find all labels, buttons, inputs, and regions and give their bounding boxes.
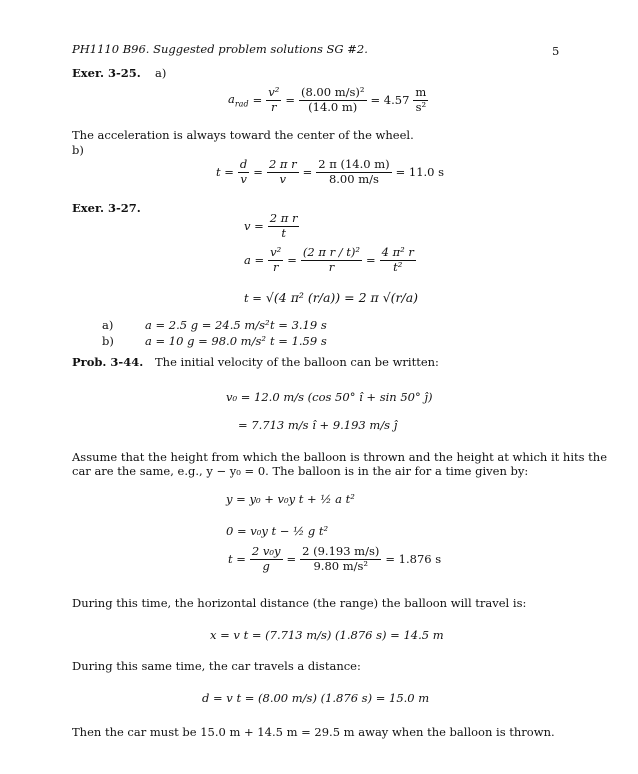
exercise-3-27-heading: Exer. 3-27. xyxy=(72,201,141,215)
problem-3-44-heading: Prob. 3-44. xyxy=(72,355,144,369)
equation-range: x = v t = (7.713 m/s) (1.876 s) = 14.5 m xyxy=(210,628,444,642)
part-b-label: b) xyxy=(72,143,84,157)
row-a-label: a) xyxy=(102,318,114,332)
page-number: 5 xyxy=(552,44,560,58)
part-a-label: a) xyxy=(155,66,167,80)
equation-t-flight: t = $\frac{\text{2 v₀y}}{g}$ = $\frac{2 (9.193 m/s)}{\text{9.80 m/s²}}$ = 1.876 s xyxy=(228,544,442,573)
row-b-acceleration: a = 10 g = 98.0 m/s² xyxy=(145,334,266,348)
equation-a-rad: $a_{rad}$ = $\frac{\text{v²}}{r}$ = $\frac{\text{(8.00 m/s)²}}{(14.0 m)}$ = 4.57 m s² xyxy=(228,85,427,114)
acceleration-statement: The acceleration is always toward the center of the wheel. xyxy=(72,128,414,142)
page-header-title: PH1110 B96. Suggested problem solutions SG #2. xyxy=(72,42,368,56)
equation-v0: v₀ = 12.0 m/s (cos 50° î + sin 50° ĵ) xyxy=(226,390,433,404)
equation-y: y = y₀ + v₀y t + ½ a t² xyxy=(226,492,355,506)
exercise-3-25-heading: Exer. 3-25. xyxy=(72,66,141,80)
problem-intro: The initial velocity of the balloon can be written: xyxy=(155,355,439,369)
row-b-label: b) xyxy=(102,334,114,348)
equation-t-period: t = $\frac{d}{v}$ = $\frac{\text{2 π r}}{v}$ = $\frac{2 \pi (14.0 m)}{8.00 m/s}$ = 11.0 s xyxy=(216,157,445,186)
equation-v-circular: v = $\frac{\text{2 π r}}{t}$ xyxy=(244,211,298,240)
row-b-time: t = 1.59 s xyxy=(270,334,327,348)
equation-zero: 0 = v₀y t − ½ g t² xyxy=(226,524,329,538)
equation-t-from-a: t = √(4 π² (r/a)) = 2 π √(r/a) xyxy=(244,290,419,305)
equation-v0-components: = 7.713 m/s î + 9.193 m/s ĵ xyxy=(238,418,398,432)
assumption-line-1: Assume that the height from which the balloon is thrown and the height at which it hits the xyxy=(72,450,608,464)
row-a-acceleration: a = 2.5 g = 24.5 m/s² xyxy=(145,318,270,332)
range-statement: During this time, the horizontal distance (the range) the balloon will travel is: xyxy=(72,596,527,610)
equation-a-circular: a = $\frac{\text{v²}}{r}$ = $\frac{\text{(2 π r / t)²}}{r}$ = $\frac{\text{4 π² r}}{\text{t²}}$ xyxy=(244,245,414,274)
row-a-time: t = 3.19 s xyxy=(270,318,327,332)
equation-car-distance: d = v t = (8.00 m/s) (1.876 s) = 15.0 m xyxy=(202,691,430,705)
conclusion: Then the car must be 15.0 m + 14.5 m = 29.5 m away when the balloon is thrown. xyxy=(72,725,555,739)
car-distance-statement: During this same time, the car travels a distance: xyxy=(72,659,361,673)
assumption-line-2: car are the same, e.g., y − y₀ = 0. The balloon is in the air for a time given by: xyxy=(72,464,529,478)
